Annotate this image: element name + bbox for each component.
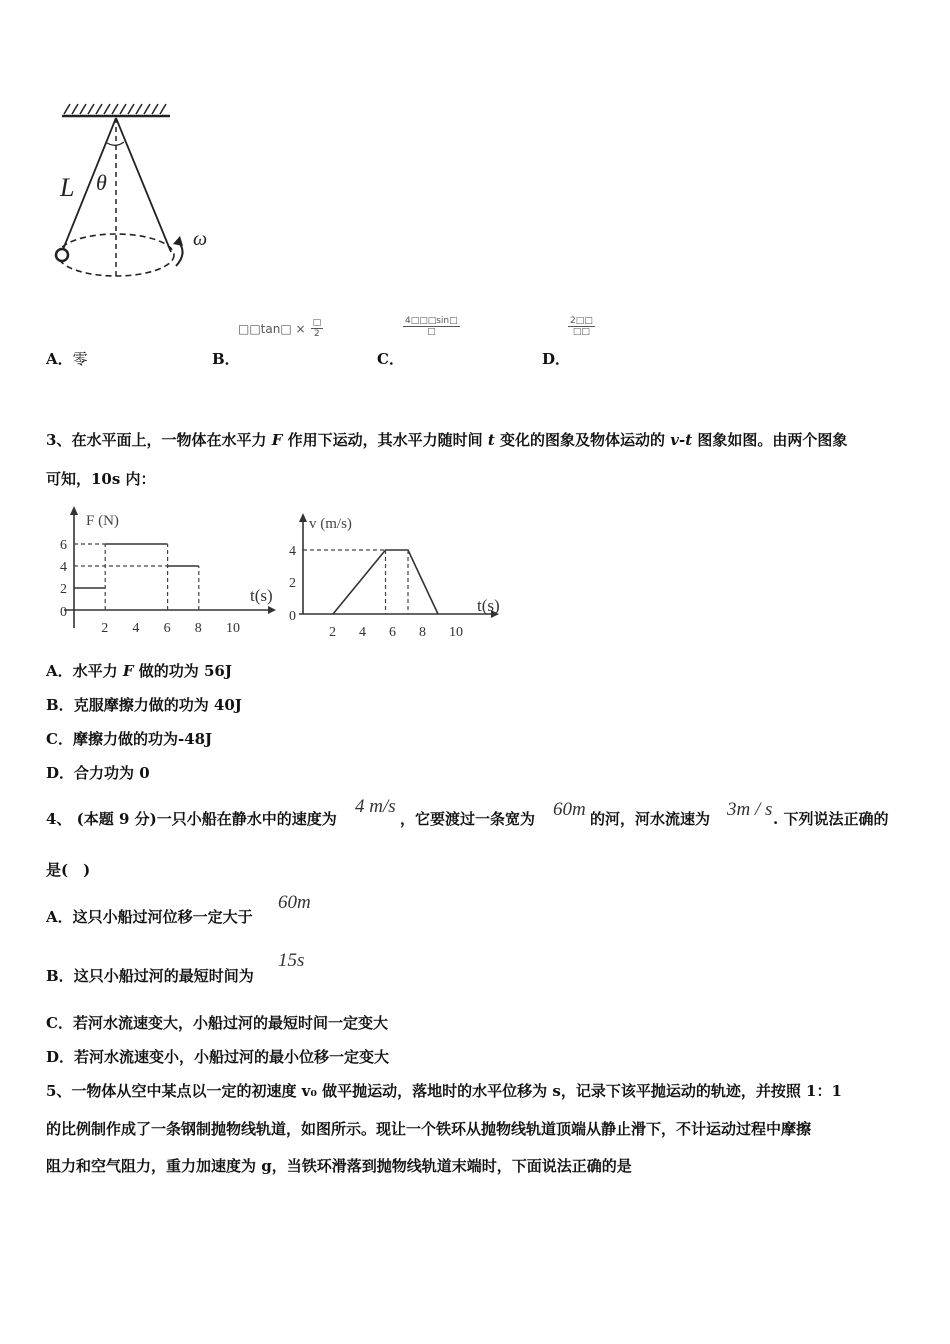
q3-option-b-text: 克服摩擦力做的功为 40J	[73, 696, 242, 714]
cone-right-line	[116, 118, 171, 252]
force-time-chart	[50, 503, 280, 643]
q5-line3: 阻力和空气阻力，重力加速度为 g，当铁环滑落到抛物线轨道末端时，下面说法正确的是	[46, 1157, 632, 1175]
vt-y-arrow	[299, 513, 307, 522]
x-tick-label: 8	[419, 625, 426, 640]
y-tick-label: 4	[289, 544, 296, 559]
label-L: L	[60, 173, 75, 202]
q4-option-b-label: B．	[46, 967, 74, 985]
x-tick-label: 6	[163, 621, 171, 636]
y-tick-label: 6	[60, 538, 67, 553]
q3-option-a-pre: 水平力	[72, 662, 123, 680]
y-tick-label: 2	[60, 582, 67, 597]
q4-option-d-label: D．	[46, 1048, 75, 1066]
y-tick-label: 4	[60, 560, 67, 575]
q3-stem-b: 作用下运动，其水平力随时间	[287, 431, 483, 449]
q3-stem-a: 在水平面上，一物体在水平力	[71, 431, 267, 449]
conical-pendulum-figure	[40, 98, 240, 288]
q4-stem-a: (本题 9 分)一只小船在静水中的速度为	[76, 810, 337, 828]
q2-option-a-label: A．	[46, 350, 73, 368]
ft-x-arrow	[268, 606, 276, 614]
q2-option-d-fraction	[568, 316, 595, 337]
ft-y-arrow	[70, 506, 78, 515]
q4-option-c-text: 若河水流速变大，小船过河的最短时间一定变大	[72, 1014, 388, 1032]
q2-option-b-expr	[238, 318, 323, 339]
q4-option-c-label: C．	[46, 1014, 73, 1032]
q4-speed: 4 m/s	[355, 796, 396, 817]
x-tick-label: 2	[101, 621, 109, 636]
q3-option-a-label: A．	[46, 662, 73, 680]
q2-option-d-num: 2□□	[570, 316, 593, 326]
q4-option-a	[46, 906, 253, 927]
x-tick-label: 8	[194, 621, 202, 636]
q2-option-b	[212, 348, 240, 369]
q3-stem-line2: 可知，10s 内：	[46, 470, 156, 488]
q2-option-c-label: C．	[377, 350, 404, 368]
q2-option-c-fraction	[403, 316, 460, 337]
q2-option-d	[542, 348, 570, 369]
vt-xlabel: t(s)	[477, 596, 500, 615]
q3-var-F: F	[271, 431, 283, 449]
q2-option-c-num: 4□□□sin□	[405, 316, 458, 326]
q2-option-b-num: □	[312, 318, 322, 328]
x-tick-label: 10	[226, 621, 240, 636]
q4-option-b-math: 15s	[278, 950, 305, 971]
vt-ylabel: v (m/s)	[309, 516, 352, 532]
x-tick-label: 10	[449, 625, 463, 640]
q2-option-b-den: 2	[314, 329, 320, 339]
ceiling-hatching	[64, 104, 166, 114]
q4-stem-line2: 是( )	[46, 861, 91, 879]
x-tick-label: 4	[359, 625, 366, 640]
q3-option-c-label: C．	[46, 730, 73, 748]
q3-stem-line1	[46, 429, 847, 450]
q4-current: 3m / s	[727, 799, 773, 820]
q3-option-c	[46, 728, 212, 749]
label-omega: ω	[193, 228, 208, 250]
q4-option-a-text: 这只小船过河位移一定大于	[72, 908, 253, 926]
omega-arrowhead	[173, 236, 183, 246]
q4-stem-c: 的河，河水流速为	[590, 810, 711, 828]
bob-circle	[56, 249, 68, 261]
q3-option-d-label: D．	[46, 764, 75, 782]
q2-option-c-expr	[403, 316, 460, 337]
q2-option-b-fraction	[311, 318, 324, 339]
q3-option-d-text: 合力功为 0	[74, 764, 150, 782]
velocity-time-chart	[285, 510, 515, 650]
y-tick-label: 2	[289, 576, 296, 591]
q2-option-a-text: 零	[72, 350, 88, 368]
q3-option-b	[46, 694, 242, 715]
q2-option-a	[46, 348, 88, 369]
ft-ylabel: F (N)	[86, 513, 119, 529]
q4-option-d	[46, 1046, 389, 1067]
q3-number: 3、	[46, 431, 72, 449]
q2-option-c	[377, 348, 404, 369]
q2-option-c-den: □	[427, 327, 436, 337]
label-theta: θ	[96, 170, 107, 195]
q4-stem-line1	[46, 808, 337, 829]
q4-option-d-text: 若河水流速变小，小船过河的最小位移一定变大	[74, 1048, 390, 1066]
x-tick-label: 4	[132, 621, 140, 636]
q3-stem-c: 变化的图象及物体运动的	[500, 431, 666, 449]
q2-option-d-expr	[568, 316, 595, 337]
q5-line1: 5、一物体从空中某点以一定的初速度 v₀ 做平抛运动，落地时的水平位移为 s，记录下该平抛运动的轨迹，并按照 1：1	[46, 1082, 842, 1100]
q3-stem-d: 图象如图。由两个图象	[697, 431, 848, 449]
q4-option-b	[46, 965, 254, 986]
ft-xlabel: t(s)	[250, 586, 273, 605]
q2-option-b-text: □□tan□ ×	[238, 322, 306, 336]
q2-option-d-den: □□	[572, 327, 590, 337]
q4-option-a-math: 60m	[278, 892, 311, 913]
q3-option-d	[46, 762, 150, 783]
q5-line2: 的比例制作成了一条钢制抛物线轨道，如图所示。现让一个铁环从抛物线轨道顶端从静止滑下，不计运动过程中摩擦	[46, 1120, 812, 1138]
q3-var-vt: v-t	[670, 431, 693, 449]
q2-option-b-label: B．	[212, 350, 240, 368]
q3-option-a	[46, 660, 232, 681]
q4-number: 4、	[46, 810, 72, 828]
q4-option-c	[46, 1012, 388, 1033]
q3-option-a-post: 做的功为 56J	[133, 662, 232, 680]
q4-option-b-text: 这只小船过河的最短时间为	[73, 967, 254, 985]
theta-arc	[107, 142, 124, 145]
q3-option-b-label: B．	[46, 696, 74, 714]
q4-width: 60m	[553, 799, 586, 820]
q3-option-c-text: 摩擦力做的功为-48J	[72, 730, 213, 748]
q2-option-d-label: D．	[542, 350, 571, 368]
q3-var-t: t	[487, 431, 495, 449]
x-tick-label: 6	[389, 625, 396, 640]
q4-stem-d: . 下列说法正确的	[773, 810, 889, 828]
y-tick-label: 0	[60, 605, 67, 620]
q3-option-a-var: F	[122, 662, 134, 680]
x-tick-label: 2	[329, 625, 336, 640]
q4-stem-b: ，它要渡过一条宽为	[400, 810, 536, 828]
q4-option-a-label: A．	[46, 908, 73, 926]
y-tick-label: 0	[289, 609, 296, 624]
